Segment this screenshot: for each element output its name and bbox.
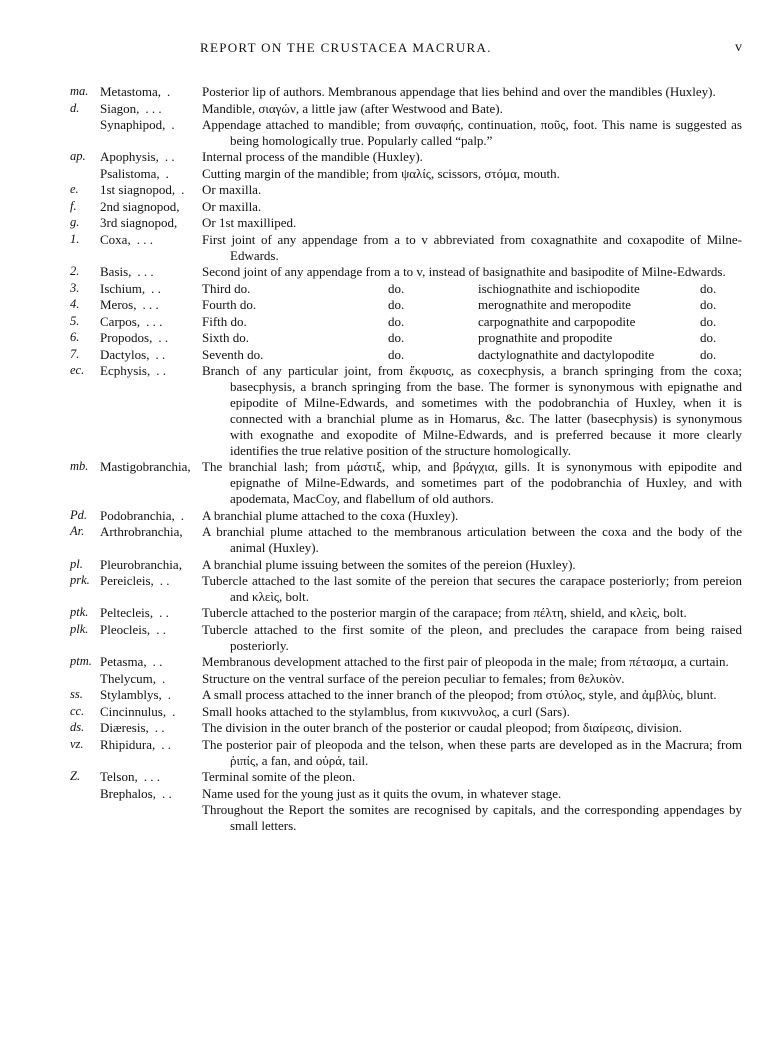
- entry-definition: Tubercle attached to the first somite of the pleon, and precludes the carapace from being raised posteriorly.: [202, 621, 742, 653]
- entry-term: [100, 622, 200, 654]
- entry-definition: Cutting margin of the mandible; from ψαλίς, scissors, στόμα, mouth.: [202, 165, 560, 181]
- entry-abbreviation: 3.: [70, 280, 80, 295]
- entry-term-text: Ecphysis,: [100, 363, 151, 379]
- entry-term-text: Arthrobranchia,: [100, 524, 183, 540]
- page-number: v: [735, 40, 742, 55]
- entry-abbreviation: ma.: [70, 84, 89, 98]
- entry-leader-dots: .: [165, 165, 169, 181]
- joint-column-c4: do.: [700, 330, 717, 346]
- entry-definition: Or maxilla.: [202, 182, 262, 198]
- entry-term-text: Propodos,: [100, 330, 153, 346]
- entry-definition: Internal process of the mandible (Huxley).: [202, 149, 423, 165]
- glossary-entry: [70, 166, 742, 182]
- entry-leader-dots: . . .: [143, 769, 160, 785]
- glossary-entry: [70, 622, 742, 654]
- entry-abbreviation: ss.: [70, 687, 83, 702]
- entry-term-text: 3rd siagnopod,: [100, 215, 178, 231]
- entry-definition: Tubercle attached to the posterior margin of the carapace; from πέλτη, shield, and κλεὶς, bolt.: [202, 605, 687, 621]
- joint-column-c2: do.: [388, 313, 405, 329]
- entry-definition: The posterior pair of pleopoda and the telson, when these parts are developed as in the Macrura; from ῥιπίς, a fan, and οὐρά, tail.: [202, 736, 742, 768]
- entry-leader-dots: . . .: [145, 100, 162, 116]
- entry-term: [100, 737, 200, 769]
- joint-column-c1: Fourth do.: [202, 297, 257, 313]
- entry-abbreviation: ptm.: [70, 654, 92, 669]
- entry-definition: Tubercle attached to the last somite of the pereion that secures the carapace posteriorly; from pereion and κλεὶς, bolt.: [202, 573, 742, 604]
- glossary-entry: [70, 149, 742, 165]
- entry-term-text: Metastoma,: [100, 84, 162, 99]
- entry-abbreviation: [70, 671, 100, 687]
- entry-term-text: Pleurobranchia,: [100, 556, 182, 572]
- glossary-entry: [70, 314, 742, 330]
- entry-definition: A small process attached to the inner branch of the pleopod; from στύλος, style, and ἀμβλὺς, blunt.: [202, 687, 717, 703]
- entry-leader-dots: .: [172, 703, 176, 719]
- glossary-entry: [70, 330, 742, 346]
- entry-definition: A branchial plume attached to the coxa (Huxley).: [202, 507, 459, 523]
- entry-leader-dots: . . .: [137, 264, 154, 280]
- entry-abbreviation: vz.: [70, 736, 84, 751]
- entry-abbreviation: ec.: [70, 363, 85, 378]
- glossary-list: [70, 84, 742, 280]
- entry-definition: Terminal somite of the pleon.: [202, 769, 356, 785]
- entry-leader-dots: . .: [154, 720, 165, 736]
- entry-term-text: Carpos,: [100, 313, 141, 329]
- joint-column-c3: ischiognathite and ischiopodite: [478, 280, 640, 296]
- joint-column-c1: Fifth do.: [202, 313, 247, 329]
- entry-definition: The division in the outer branch of the posterior or caudal pleopod; from διαίρεσις, division.: [202, 720, 683, 736]
- entry-definition: Name used for the young just as it quits the ovum, in whatever stage.: [202, 785, 562, 801]
- entry-term-text: Dactylos,: [100, 346, 150, 362]
- entry-abbreviation: f.: [70, 198, 77, 213]
- glossary-list-continued: [70, 363, 742, 801]
- entry-term: [100, 232, 200, 264]
- entry-definition: Second joint of any appendage from a to v, instead of basignathite and basipodite of Milne-Edwards.: [202, 264, 726, 280]
- entry-leader-dots: . .: [158, 330, 169, 346]
- entry-abbreviation: [70, 117, 100, 149]
- glossary-entry: [70, 524, 742, 556]
- entry-abbreviation: cc.: [70, 703, 85, 718]
- entry-leader-dots: .: [181, 182, 185, 198]
- entry-term-text: Petasma,: [100, 654, 147, 670]
- entry-leader-dots: . .: [159, 573, 170, 589]
- entry-term-text: Thelycum,: [100, 670, 156, 686]
- glossary-entry: [70, 347, 742, 363]
- glossary-entry: [70, 117, 742, 149]
- entry-leader-dots: .: [167, 687, 172, 703]
- entry-leader-dots: . .: [152, 654, 163, 670]
- entry-leader-dots: . .: [159, 605, 169, 621]
- glossary-entry: [70, 264, 742, 280]
- joint-columns: [202, 330, 742, 346]
- entry-term: [100, 347, 200, 363]
- entry-term-text: Siagon,: [100, 100, 140, 116]
- entry-term-text: Psalistoma,: [100, 165, 160, 181]
- entry-term: [100, 704, 200, 720]
- glossary-entry: [70, 363, 742, 458]
- entry-term-text: 2nd siagnopod,: [100, 198, 180, 214]
- entry-term: [100, 459, 200, 507]
- entry-abbreviation: mb.: [70, 459, 89, 474]
- entry-term-text: 1st siagnopod,: [100, 182, 176, 198]
- joint-columns: [202, 297, 742, 313]
- glossary-entry: [70, 704, 742, 720]
- entry-term: [100, 281, 200, 297]
- joint-column-c3: merognathite and meropodite: [478, 297, 632, 313]
- entry-abbreviation: e.: [70, 182, 79, 197]
- entry-leader-dots: .: [161, 670, 166, 686]
- glossary-entry: [70, 215, 742, 231]
- glossary-entry: [70, 459, 742, 507]
- entry-leader-dots: . . .: [142, 297, 159, 313]
- glossary-entry: [70, 281, 742, 297]
- glossary-entry: [70, 654, 742, 670]
- entry-definition: Branch of any particular joint, from ἔκφυσις, as coxecphysis, a branch springing from the coxa; basecphysis, a branch springing from the base. The former is synonymous with epignathe and epipodite of Milne-Edwards, and sometimes with the podobranchia of Huxley, when it is connected with a branchial plume as in Homarus, &c. The latter (basecphysis) is synonymous with exognathe and exopodite of Milne-Edwards, and is preferred because it more clearly identifies the true relative position of the structure homologically.: [202, 363, 742, 458]
- entry-definition: Mandible, σιαγών, a little jaw (after Westwood and Bate).: [202, 100, 503, 116]
- closing-note: Throughout the Report the somites are recognised by capitals, and the corresponding appendages by small letters.: [202, 802, 742, 834]
- entry-term-text: Pereicleis,: [100, 573, 154, 589]
- entry-definition: A branchial plume issuing between the somites of the pereion (Huxley).: [202, 556, 576, 572]
- entry-term: [100, 786, 200, 802]
- entry-abbreviation: 6.: [70, 330, 80, 345]
- joint-column-c1: Third do.: [202, 280, 251, 296]
- glossary-entry: [70, 786, 742, 802]
- entry-leader-dots: .: [167, 84, 171, 99]
- entry-term-text: Ischium,: [100, 280, 146, 296]
- entry-abbreviation: 5.: [70, 313, 80, 328]
- entry-leader-dots: . .: [155, 346, 166, 362]
- running-title: REPORT ON THE CRUSTACEA MACRURA.: [200, 40, 492, 55]
- joint-column-c3: dactylognathite and dactylopodite: [478, 346, 655, 362]
- entry-abbreviation: Ar.: [70, 524, 85, 539]
- entry-leader-dots: . .: [161, 785, 172, 801]
- entry-term-text: Mastigobranchia,: [100, 459, 191, 475]
- entry-abbreviation: 2.: [70, 264, 80, 279]
- entry-abbreviation: pl.: [70, 556, 83, 571]
- glossary-entry: [70, 557, 742, 573]
- entry-term: [100, 117, 200, 149]
- entry-abbreviation: ap.: [70, 149, 86, 164]
- entry-term-text: Meros,: [100, 297, 137, 313]
- entry-definition: Or 1st maxilliped.: [202, 215, 297, 231]
- entry-term-text: Telson,: [100, 769, 138, 785]
- glossary-entry: [70, 297, 742, 313]
- entry-leader-dots: . .: [156, 621, 166, 637]
- entry-term: [100, 654, 200, 670]
- glossary-entry: [70, 737, 742, 769]
- joint-column-c4: do.: [700, 297, 717, 313]
- entry-abbreviation: ds.: [70, 720, 85, 735]
- entry-leader-dots: . .: [151, 280, 161, 296]
- joint-column-c1: Sixth do.: [202, 330, 249, 346]
- entry-term-text: Brephalos,: [100, 785, 156, 801]
- entry-leader-dots: . .: [156, 363, 166, 379]
- entry-definition: Structure on the ventral surface of the pereion peculiar to females; from θελυκὸν.: [202, 670, 625, 686]
- entry-definition: A branchial plume attached to the membranous articulation between the coxa and the body of the animal (Huxley).: [202, 524, 742, 556]
- glossary-entry: [70, 687, 742, 703]
- entry-definition: Posterior lip of authors. Membranous appendage that lies behind and over the mandibles (Huxley).: [202, 84, 716, 99]
- joint-column-c3: carpognathite and carpopodite: [478, 313, 636, 329]
- glossary-entry: [70, 605, 742, 621]
- entry-term-text: Rhipidura,: [100, 736, 156, 752]
- glossary-entry: [70, 573, 742, 605]
- entry-abbreviation: [70, 166, 100, 182]
- entry-leader-dots: . . .: [136, 231, 153, 247]
- joint-column-c2: do.: [388, 280, 405, 296]
- entry-term: [100, 573, 200, 605]
- entry-abbreviation: ptk.: [70, 605, 89, 620]
- joint-column-c4: do.: [700, 280, 717, 296]
- entry-definition: Small hooks attached to the stylamblus, from κικιννυλος, a curl (Sars).: [202, 703, 570, 719]
- entry-term: [100, 524, 200, 556]
- entry-term: [100, 769, 200, 785]
- glossary-entry: [70, 182, 742, 198]
- entry-abbreviation: prk.: [70, 573, 90, 588]
- entry-term: [100, 215, 200, 231]
- entry-term: [100, 264, 200, 280]
- entry-leader-dots: . .: [164, 149, 175, 165]
- entry-term-text: Stylamblys,: [100, 687, 162, 703]
- entry-term: [100, 605, 200, 621]
- joint-column-c2: do.: [388, 297, 405, 313]
- glossary-entry: [70, 769, 742, 785]
- entry-term: [100, 314, 200, 330]
- joint-column-c1: Seventh do.: [202, 346, 264, 362]
- entry-leader-dots: . . .: [146, 313, 163, 329]
- entry-term: [100, 720, 200, 736]
- glossary-entry: [70, 199, 742, 215]
- entry-term-text: Diæresis,: [100, 720, 149, 736]
- entry-term: [100, 508, 200, 524]
- glossary-entry: [70, 84, 742, 100]
- entry-abbreviation: Z.: [70, 769, 81, 784]
- entry-term: [100, 182, 200, 198]
- entry-definition: First joint of any appendage from a to v abbreviated from coxagnathite and coxapodite of Milne-Edwards.: [202, 231, 742, 263]
- joint-table: [70, 281, 742, 363]
- entry-term-text: Apophysis,: [100, 149, 159, 165]
- entry-term: [100, 149, 200, 165]
- entry-term: [100, 687, 200, 703]
- entry-leader-dots: . .: [161, 736, 171, 752]
- glossary-entry: [70, 720, 742, 736]
- entry-term: [100, 166, 200, 182]
- entry-abbreviation: 1.: [70, 231, 80, 246]
- glossary-entry: [70, 671, 742, 687]
- entry-abbreviation: 7.: [70, 346, 80, 361]
- joint-column-c2: do.: [388, 346, 405, 362]
- page-header: [70, 40, 742, 64]
- glossary-entry: [70, 508, 742, 524]
- entry-term: [100, 557, 200, 573]
- entry-leader-dots: .: [180, 507, 184, 523]
- entry-term-text: Synaphipod,: [100, 117, 166, 132]
- entry-term: [100, 363, 200, 458]
- entry-abbreviation: Pd.: [70, 507, 88, 522]
- entry-definition: Membranous development attached to the first pair of pleopoda in the male; from πέτασμα, a curtain.: [202, 654, 729, 670]
- entry-abbreviation: d.: [70, 100, 80, 115]
- entry-term-text: Podobranchia,: [100, 507, 175, 523]
- entry-definition: The branchial lash; from μάστιξ, whip, and βράγχια, gills. It is synonymous with epipodite and epignathe of Milne-Edwards, and sometimes part of the podobranchia of Huxley, and with apodemata, MacCoy, and flabellum of old authors.: [202, 459, 742, 507]
- entry-term: [100, 671, 200, 687]
- entry-term: [100, 101, 200, 117]
- entry-term: [100, 330, 200, 346]
- joint-columns: [202, 347, 742, 363]
- entry-definition: Appendage attached to mandible; from συναφής, continuation, ποῦς, foot. This name is suggested as being homologically true. Popularly called “palp.”: [202, 117, 742, 148]
- entry-abbreviation: [70, 786, 100, 802]
- entry-leader-dots: .: [171, 117, 175, 132]
- entry-term: [100, 297, 200, 313]
- joint-column-c2: do.: [388, 330, 405, 346]
- joint-columns: [202, 281, 742, 297]
- entry-term-text: Coxa,: [100, 231, 131, 247]
- entry-term-text: Peltecleis,: [100, 605, 154, 621]
- glossary-entry: [70, 101, 742, 117]
- entry-term: [100, 199, 200, 215]
- glossary-entry: [70, 232, 742, 264]
- entry-term: [100, 84, 200, 100]
- joint-column-c3: prognathite and propodite: [478, 330, 613, 346]
- entry-definition: Or maxilla.: [202, 198, 262, 214]
- entry-term-text: Basis,: [100, 264, 132, 280]
- joint-columns: [202, 314, 742, 330]
- joint-column-c4: do.: [700, 313, 717, 329]
- entry-abbreviation: 4.: [70, 297, 80, 312]
- entry-term-text: Pleocleis,: [100, 621, 151, 637]
- entry-abbreviation: g.: [70, 215, 80, 230]
- joint-column-c4: do.: [700, 346, 717, 362]
- entry-term-text: Cincinnulus,: [100, 703, 167, 719]
- entry-abbreviation: plk.: [70, 621, 89, 636]
